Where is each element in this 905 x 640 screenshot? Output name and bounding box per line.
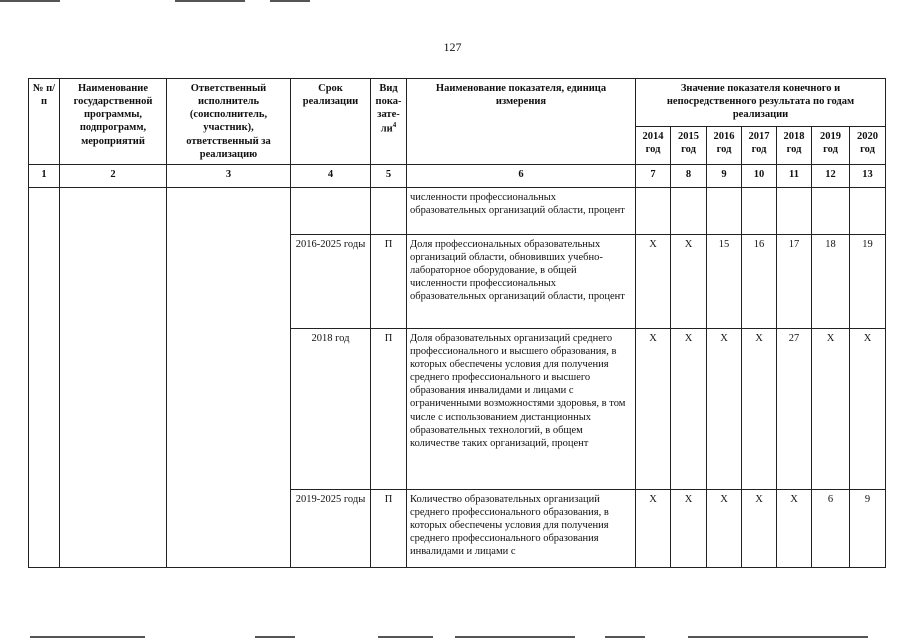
value-2019: Х (812, 328, 850, 489)
type-cell: П (371, 234, 407, 328)
scan-edge-top-mid (175, 0, 245, 2)
type-cell: П (371, 328, 407, 489)
column-number: 3 (167, 164, 291, 187)
scan-edge-bottom-1 (30, 636, 145, 638)
header-term: Срок реализации (291, 79, 371, 165)
value-2015: Х (671, 489, 707, 567)
value-2015: Х (671, 234, 707, 328)
scan-edge-bottom-6 (688, 636, 868, 638)
header-year-2019: 2019 год (812, 127, 850, 164)
column-number: 12 (812, 164, 850, 187)
scan-edge-bottom-2 (255, 636, 295, 638)
program-name-cell (60, 187, 167, 567)
column-number: 13 (850, 164, 886, 187)
header-indicator-type (371, 79, 407, 165)
column-number: 10 (742, 164, 777, 187)
column-number: 11 (777, 164, 812, 187)
value-2016: 15 (707, 234, 742, 328)
column-number: 7 (636, 164, 671, 187)
value-2019 (812, 187, 850, 234)
scan-edge-top-right (270, 0, 310, 2)
scan-edge-bottom-4 (455, 636, 575, 638)
header-year-2020: 2020 год (850, 127, 886, 164)
indicator-cell: Доля профессиональных образовательных организаций области, обновивших учебно-лабораторное оборудование, в общей численности профессиональных образовательных организаций области, процент (407, 234, 636, 328)
scan-edge-bottom-3 (378, 636, 433, 638)
value-2017 (742, 187, 777, 234)
value-2017: Х (742, 328, 777, 489)
value-2018: 17 (777, 234, 812, 328)
number-cell (29, 187, 60, 567)
indicators-table (28, 78, 886, 568)
header-number: № п/п (29, 79, 60, 165)
indicator-cell: численности профессиональных образовательных организаций области, процент (407, 187, 636, 234)
column-number: 2 (60, 164, 167, 187)
scan-edge-top-left (0, 0, 60, 2)
column-number: 6 (407, 164, 636, 187)
value-2016: Х (707, 328, 742, 489)
value-2019: 6 (812, 489, 850, 567)
header-year-2014: 2014 год (636, 127, 671, 164)
value-2020: Х (850, 328, 886, 489)
header-year-2017: 2017 год (742, 127, 777, 164)
value-2020: 19 (850, 234, 886, 328)
header-year-2015: 2015 год (671, 127, 707, 164)
value-2018: 27 (777, 328, 812, 489)
column-number: 5 (371, 164, 407, 187)
value-2018 (777, 187, 812, 234)
indicator-cell: Количество образовательных организаций среднего профессионального образования, в которых обеспечены условия для получения среднего профессионального образования инвалидами и лицами с (407, 489, 636, 567)
value-2014: Х (636, 328, 671, 489)
value-2016: Х (707, 489, 742, 567)
header-program-name: Наименование государственной программы, подпрограмм, мероприятий (60, 79, 167, 165)
column-number: 1 (29, 164, 60, 187)
scan-edge-bottom-5 (605, 636, 645, 638)
header-values-group: Значение показателя конечного и непосредственного результата по годам реализации (636, 79, 886, 127)
value-2020 (850, 187, 886, 234)
header-year-2016: 2016 год (707, 127, 742, 164)
executor-cell (167, 187, 291, 567)
value-2014: Х (636, 234, 671, 328)
header-executor: Ответственный исполнитель (соисполнитель, участник), ответственный за реализацию (167, 79, 291, 165)
header-indicator-name: Наименование показателя, единица измерения (407, 79, 636, 165)
value-2015 (671, 187, 707, 234)
table-row (29, 187, 886, 234)
term-cell: 2019-2025 годы (291, 489, 371, 567)
header-indicator-type-footnote: 4 (392, 121, 397, 130)
type-cell: П (371, 489, 407, 567)
page-number: 127 (443, 40, 462, 54)
value-2016 (707, 187, 742, 234)
value-2017: 16 (742, 234, 777, 328)
term-cell: 2018 год (291, 328, 371, 489)
column-numbers-row (29, 164, 886, 187)
column-number: 4 (291, 164, 371, 187)
term-cell (291, 187, 371, 234)
value-2017: Х (742, 489, 777, 567)
value-2015: Х (671, 328, 707, 489)
type-cell (371, 187, 407, 234)
indicator-cell: Доля образовательных организаций среднего профессионального и высшего образования, в которых обеспечены условия для получения среднего профессионального и высшего образования инвалидами и лицами с ограниченными возможностями здоровья, в том числе с использованием дистанционных образовательных технологий, в общем количестве таких организаций, процент (407, 328, 636, 489)
value-2014 (636, 187, 671, 234)
value-2018: Х (777, 489, 812, 567)
value-2020: 9 (850, 489, 886, 567)
column-number: 8 (671, 164, 707, 187)
term-cell: 2016-2025 годы (291, 234, 371, 328)
header-indicator-type-text: Вид пока- зате- ли (375, 83, 402, 135)
header-year-2018: 2018 год (777, 127, 812, 164)
value-2019: 18 (812, 234, 850, 328)
value-2014: Х (636, 489, 671, 567)
column-number: 9 (707, 164, 742, 187)
